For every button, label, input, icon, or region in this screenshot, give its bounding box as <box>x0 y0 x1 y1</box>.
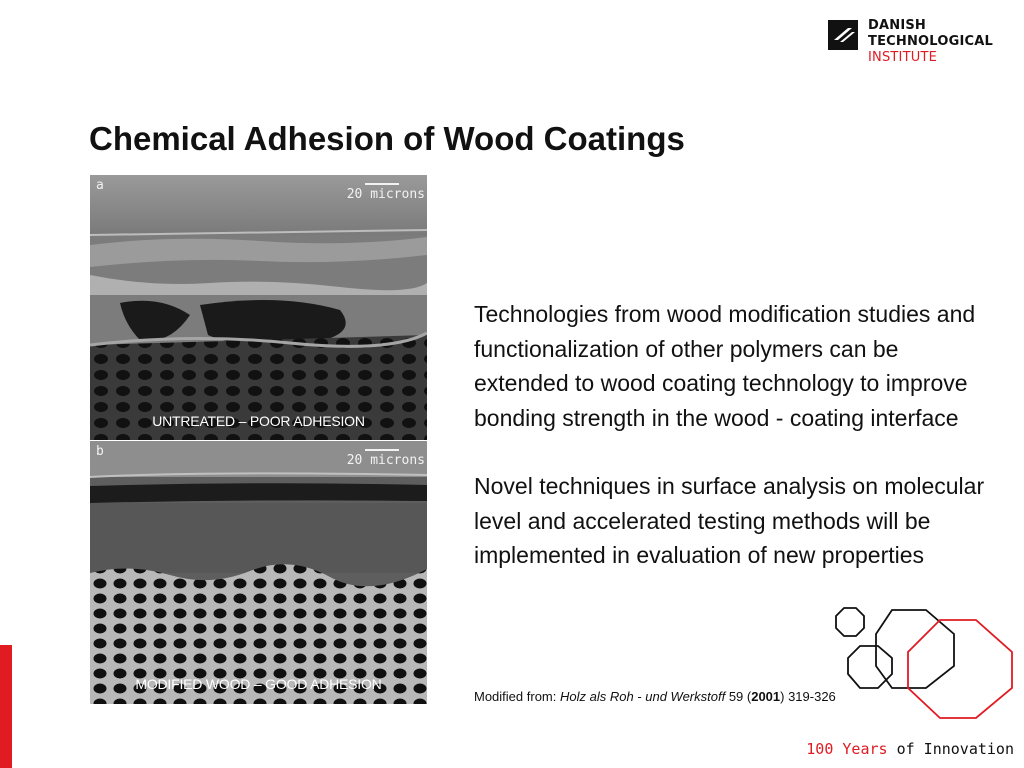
panel-letter: a <box>96 178 104 193</box>
citation <box>474 689 836 704</box>
footer-rest: of Innovation <box>887 740 1014 758</box>
octagon-medium <box>848 646 892 688</box>
citation-volume: 59 ( <box>725 689 752 704</box>
micrograph-image <box>90 441 427 704</box>
micrograph-modified <box>90 441 427 704</box>
logo-line-3: INSTITUTE <box>868 50 937 65</box>
logo-line-2: TECHNOLOGICAL <box>868 34 993 49</box>
micrograph-caption: MODIFIED WOOD – GOOD ADHESION <box>135 676 382 692</box>
citation-year: 2001 <box>751 689 781 704</box>
octagon-small <box>836 608 864 636</box>
citation-prefix: Modified from: <box>474 689 560 704</box>
logo-text <box>868 18 993 66</box>
scale-bar <box>365 183 399 185</box>
micrograph-untreated <box>90 175 427 440</box>
micrograph-image <box>90 175 427 440</box>
scale-bar <box>365 449 399 451</box>
scale-label: 20 microns <box>346 187 425 202</box>
footer-tagline <box>806 740 1014 758</box>
body-text <box>474 297 994 573</box>
octagon-decoration <box>830 600 1020 725</box>
citation-pages: ) 319-326 <box>780 689 836 704</box>
accent-bar <box>0 645 12 768</box>
footer-accent: 100 Years <box>806 740 888 758</box>
micrograph-caption: UNTREATED – POOR ADHESION <box>152 413 365 429</box>
scale-label: 20 microns <box>346 453 425 468</box>
octagon-large-red <box>908 620 1012 718</box>
paragraph-1: Technologies from wood modification studies and functionalization of other polymers can be extended to wood coating technology to improve bonding strength in the wood - coating interface <box>474 301 976 431</box>
logo <box>828 18 1018 73</box>
paragraph-2: Novel techniques in surface analysis on molecular level and accelerated testing methods will be implemented in evaluation of new properties <box>474 473 985 568</box>
logo-mark-icon <box>828 20 858 50</box>
slide-title: Chemical Adhesion of Wood Coatings <box>89 120 685 157</box>
logo-line-1: DANISH <box>868 18 927 33</box>
octagon-large-dark <box>876 610 954 688</box>
panel-letter: b <box>96 444 104 459</box>
citation-journal: Holz als Roh - und Werkstoff <box>559 689 726 704</box>
